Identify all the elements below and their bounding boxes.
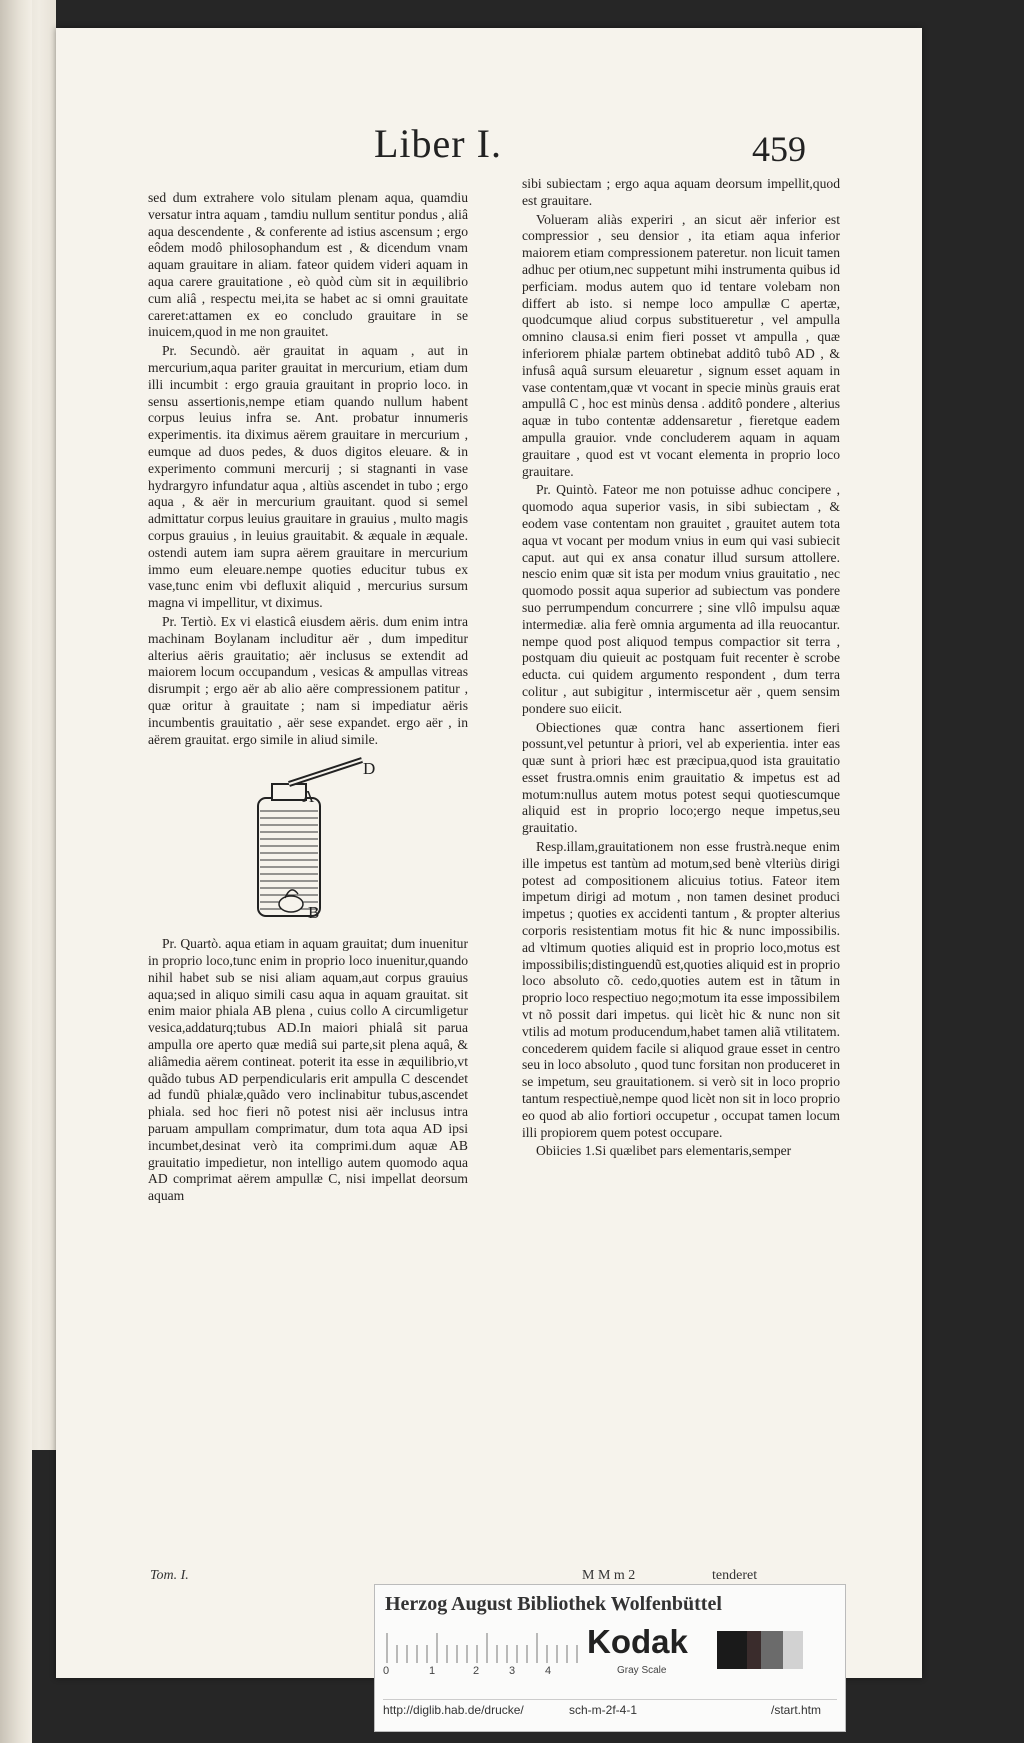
kodak-logo: Kodak xyxy=(587,1623,688,1660)
catchword: tenderet xyxy=(712,1568,758,1583)
left-column xyxy=(148,190,468,1207)
ruler-number: 4 xyxy=(545,1665,552,1677)
right-column xyxy=(522,176,840,1162)
ruler-scale xyxy=(385,1625,585,1665)
ruler-number: 0 xyxy=(383,1665,390,1677)
ruler-number: 1 xyxy=(429,1665,436,1677)
book-page xyxy=(56,28,922,1678)
url-end: /start.htm xyxy=(771,1703,822,1717)
paragraph: Resp.illam,grauitationem non esse frustrà.neque enim ille impetus est tantùm ad motum,sed benè vlteriùs dirigi potest ad compositionem alicuius totius. Fateor item impetum dirigi ad motum , non tamen desinet produci impetus ; quoties ex accidenti tantum , & propter alterius corporis resistentiam motus fit hic & nunc impossibilis. ad vltimum quoties aliquid est in proprio loco,motus est impossibilis;distinguendũ est,quoties aliquid est in proprio loco absoluto cõ. cedo,quoties autem est in tãtum in proprio loco respectiuo nego;motum ita esse impossibilem vt nõ possit dari impetus. qui licèt hic & nunc non sit vtilis ad motum producendum,habet tamen aliã vtilitatem. concederem quidem facile si aliquod graue esset in centro seu in loco absoluto , quod tunc forsitan non produceret in se impetum, seu grauitationem. si verò sit in loco proprio tantum respectiuè,nempe quod licèt non sit in loco proprio eo quod ab alio fortiori occupetur , occupat tamen locum illi propiorem quem potest occupare. xyxy=(522,839,840,1140)
paragraph: Obiicies 1.Si quælibet pars elementaris,semper xyxy=(536,1143,792,1159)
paragraph: sibi subiectam ; ergo aqua aquam deorsum impellit,quod est grauitare. xyxy=(522,176,840,208)
figure-label-b: B xyxy=(308,903,320,923)
page-number: 459 xyxy=(752,129,806,169)
swatch-dark xyxy=(747,1631,761,1669)
library-color-target xyxy=(374,1584,846,1732)
paragraph: Pr. Quintò. Fateor me non potuisse adhuc concipere , quomodo aqua superior vasis, in sibi subiectam , & eodem vase contentam non grauitet , grauitet autem tota aqua vt vocant per modum vnius in eum qui vasi subiecit caput. aut qui ex ansa conatur illud sursum attollere. nescio enim quæ sit ista per modum vnius grauitatio , nec quomodo possit aqua superior ad subiectum vas pondere suo perrumpendum concurrere ; sine vllô impulsu aquæ intermediæ. alia ferè omnia argumenta ad illa reuocantur. nempe quod post aliquod tempus compactior sit terra , postquam diu quieuit ac postquam fuit recenter è scrobe educta. cui quidem argumento respondent , dum terra colitur , aut subigitur , intermiscetur aër , quem sensim pondere suo eiicit. xyxy=(522,482,840,716)
figure-label-d: D xyxy=(363,759,376,779)
library-name: Herzog August Bibliothek Wolfenbüttel xyxy=(385,1593,722,1615)
swatch-black xyxy=(717,1631,747,1669)
paragraph: Pr. Tertiò. Ex vi elasticâ eiusdem aëris. dum enim intra machinam Boylanam includitur aër , dum impeditur alterius aëris grauitatio; aër inclusus se extendit ad maiorem locum occupandum , vesicas & ampullas vitreas disrumpit ; ergo aër ab alio aëre compressionem patitur , quæ oritur à grauitate ; nam si impediatur aëris incumbentis grauitatio , aër sese expandet. ergo aër , in aërem grauitat. ergo simile in aliud simile. xyxy=(148,613,468,747)
apparatus-illustration xyxy=(148,756,468,926)
figure-label-a: A xyxy=(302,787,315,807)
paragraph: sed dum extrahere volo situlam plenam aqua, quamdiu versatur intra aquam , tamdiu nullum sentitur pondus , aliâ aqua descendente , & conferente ad istius ascensum ; ergo eôdem modô philosophandum est , & dicendum vnam aquam grauitare in aliam. fateor quidem videri aquam in aqua carere grauitatione , eò quòd cùm sit in æquilibrio cum aliâ , respectu mei,ita se habet ac si omni grauitate careret:attamen ex eo concludo grauitare in se inuicem,quod in me non grauitet. xyxy=(148,190,468,340)
paragraph: Pr. Quartò. aqua etiam in aquam grauitat; dum inuenitur in proprio loco,tunc enim in proprio loco inuenitur,quando nihil habet sub se nisi aliam aquam,aut corpus grauius aqua;sed in aliquo simili casu aqua in aquam grauitat. sit enim maior phiala AB plena , cuius collo A circumligetur vesica,addaturq;tubus AD.In maiori phialâ sit parua ampulla ore aperto quæ mediâ sui parte,sit plena aquâ, & aliâmedia aërem contineat. poterit ita esse in æquilibrio,vt quãdo tubus AD perpendicularis erit ampulla C descendet ad fundũ phialæ,quãdo vero inclinabitur tubus,ascendet phiala. sed hoc fieri nõ potest nisi aër inclusus intra paruam ampullam comprimatur, dum tota aqua AD ipsi incumbet,desinat verò ita comprimi.dum aquæ AB grauitatio impedietur, non intelligo autem quomodo aqua AD comprimat aërem ampullæ C, nisi impellat deorsum aquam xyxy=(148,936,468,1204)
signature-mark: M M m 2 xyxy=(582,1568,636,1583)
paragraph: Volueram aliàs experiri , an sicut aër inferior est compressior , seu densior , ita etiam aqua inferior maiorem etiam compressionem pateretur. non licuit tamen adhuc per otium,nec suppetunt mihi instrumenta quibus id perficiam. modus autem quo id tentare volebam non differt ab isto. si nempe loco ampullæ C apertæ, quodcumque aliud corpus substitueretur , vel ampulla omnino clausa.si enim fieri posset vt ampulla , quæ inferiorem phialæ partem obtinebat additô tubô AD , & infusâ aquâ sursum eleuaretur , signum esset aquam in vase contentam,quæ vt vocant in specie minùs grauis erat ampullâ C , hoc est minùs densa . additô pondere , alterius aquæ in tubo contentæ addensaretur , fieretque eadem ampulla grauior. vnde concluderem aquam in aquam grauitare , quod est vt vocant elementa in proprio loco grauitare. xyxy=(522,211,840,479)
gray-scale-label: Gray Scale xyxy=(617,1665,667,1676)
paragraph: Pr. Secundò. aër grauitat in aquam , aut in mercurium,aqua pariter grauitat in mercurium, etiam dum illi incumbit : ergo grauia grauitant in proprio loco. in sensu assertionis,nempe etiam quando nullum habent corpus leuius infra se. Ant. probatur innumeris experimentis. ita diximus aërem grauitare in mercurium , eumque ad duos pedes, & duos digitos eleuare. & in experimento communi mercurij ; si stagnanti in vase hydrargyro infundatur aqua , altiùs ascendet in tubo ; ergo aqua , & aër in mercurium grauitant. quod si semel admittatur corpus leuius grauitare in grauius , multo magis corpus grauius , in leuius grauitabit. & æquale in æquale. ostendi autem iam supra aërem grauitare in mercurium immo eum eleuare.nempe quoties educitur tubus ex vase,tunc enim vbi defluxit aliquid , mercurius sursum magna vi impellitur, vt diximus. xyxy=(148,343,468,611)
paragraph: Obiectiones quæ contra hanc assertionem fieri possunt,vel petuntur à priori, vel ab experientia. inter eas quæ sunt à priori hæc est præcipua,quod ista grauitatio esset frustra.omnis enim grauitatio & impetus est ad motum:nullus autem motus potest sequi quotiescumque aliquid est in proprio loco;ergo neque impetus,seu grauitatio. xyxy=(522,719,840,836)
url-id: sch-m-2f-4-1 xyxy=(569,1703,638,1717)
ruler-number: 2 xyxy=(473,1665,480,1677)
swatch-mid xyxy=(761,1631,783,1669)
volume-mark: Tom. I. xyxy=(150,1568,189,1583)
url-base: http://diglib.hab.de/drucke/ xyxy=(383,1703,524,1717)
ruler-number: 3 xyxy=(509,1665,516,1677)
book-spine xyxy=(0,0,32,1743)
swatch-light xyxy=(783,1631,803,1669)
apparatus-figure xyxy=(148,756,468,926)
url-divider xyxy=(383,1699,837,1700)
running-header: Liber I. xyxy=(374,121,502,166)
